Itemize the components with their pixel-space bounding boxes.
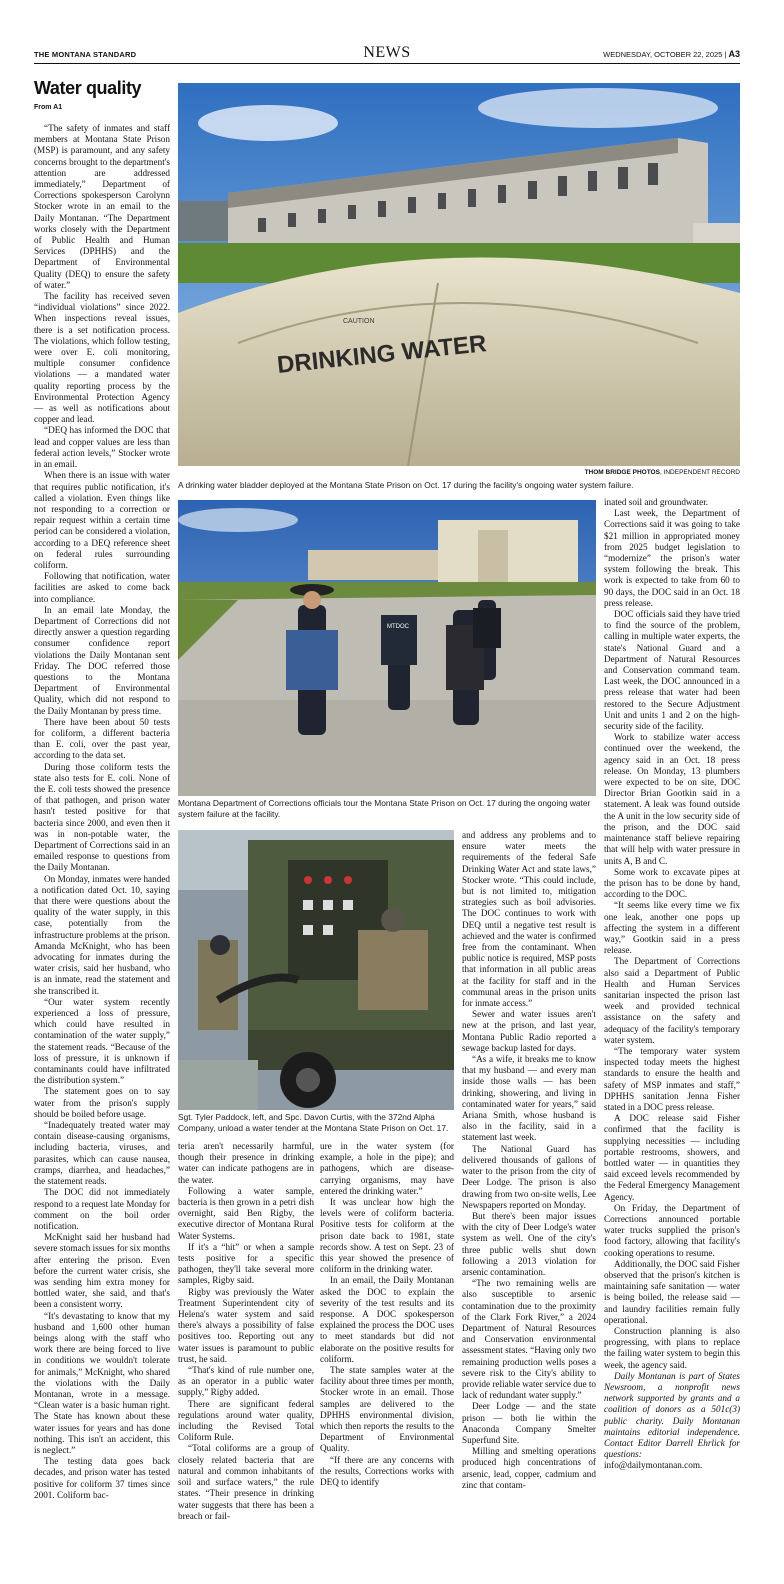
jump-line: From A1 xyxy=(34,104,63,111)
paragraph: Additionally, the DOC said Fisher observed that the prison's kitchen is maintaining safe sanitation — water is being boiled, the release said — and laundry facilities remain fully operational. xyxy=(604,1258,740,1325)
paragraph: The Department of Corrections also said a Department of Public Health and Human Services sanitarian inspected the prison last week and provided technical assistance on the safety and adequacy of the facility's temporary water system. xyxy=(604,956,740,1045)
paragraph: “As a wife, it breaks me to know that my husband — and every man inside those walls — has been drinking, showering, and living in contaminated water for years,” said Ariana Smith, whose husband is also in the facility, said in a statement last week. xyxy=(462,1054,596,1143)
paragraph: Construction planning is also progressing, with plans to replace the failing water system to begin this week, the agency said. xyxy=(604,1326,740,1370)
caption-1: A drinking water bladder deployed at the Montana State Prison on Oct. 17 during the facility's ongoing water system failure. xyxy=(178,480,634,490)
paragraph: and address any problems and to ensure water meets the requirements of the federal Safe Drinking Water Act and state laws,” Stocker wrote. “This could include, but is not limited to, mitigation strategies such as boil advisories. The DOC continues to work with DEQ until a negative test result is achieved and the water is confirmed free from the contaminant. When public notice is required, MSP posts that information in all public areas at the facility for staff and in the communal areas in the prison units for inmate access.” xyxy=(462,830,596,1009)
paragraph: The statement goes on to say water from the prison's supply should be boiled before usage. xyxy=(34,1086,170,1119)
photo-credit: THOM BRIDGE PHOTOS, INDEPENDENT RECORD xyxy=(584,469,740,476)
paragraph: Some work to excavate pipes at the prison has to be done by hand, according to the DOC. xyxy=(604,866,740,900)
newspaper-name: THE MONTANA STANDARD xyxy=(34,50,137,59)
paragraph: “Our water system recently experienced a loss of pressure, which could have resulted in contamination of the water supply,” the statement reads. “Because of the loss of pressure, it is unknown if contaminants could have infiltrated the distribution system.” xyxy=(34,996,170,1086)
paragraph: The National Guard has delivered thousands of gallons of water to the prison from the city of Deer Lodge. The prison is also drawing from two on-site wells, Lee Newspapers reported on Monday. xyxy=(462,1143,596,1210)
paragraph: teria aren't necessarily harmful, though their presence in drinking water can indicate pathogens are in the water. xyxy=(178,1141,314,1185)
column-1 xyxy=(34,123,170,1548)
page-number: A3 xyxy=(728,49,740,59)
paragraph: A DOC release said Fisher confirmed that the facility is supplying necessities — including portable restrooms, showers, and bottled water — in quantities they said exceed levels recommended by the Federal Emergency Management Agency. xyxy=(604,1113,740,1202)
paragraph: The state samples water at the facility about three times per month, Stocker wrote in an email. Those samples are delivered to the DPHHS environmental division, which then reports the results to the Department of Environmental Quality. xyxy=(320,1365,454,1454)
paragraph: Following a water sample, bacteria is then grown in a petri dish overnight, said Ben Rigby, the executive director of Montana Rural Water Systems. xyxy=(178,1185,314,1241)
paragraph: McKnight said her husband had severe stomach issues for six months after entering the prison. Even before the current water crisis, she was sending him extra money for bottled water, she said, and that's been a consistent worry. xyxy=(34,1232,170,1310)
paragraph: The testing data goes back decades, and prison water has tested positive for coliform 37 times since 2001. Coliform bac- xyxy=(34,1456,170,1500)
paragraph: It was unclear how high the levels were of coliform bacteria. Positive tests for coliform at the prison date back to 1981, state records show. A test on Sept. 23 of this year showed the presence of coliform in the drinking water. xyxy=(320,1197,454,1275)
paragraph: Following that notification, water facilities are asked to come back into compliance. xyxy=(34,571,170,604)
tagline: Daily Montanan is part of States Newsroom, a nonprofit news network supported by grants and a coalition of donors as a 501c(3) public charity. Daily Montanan maintains editorial independence. Contact Editor Darrell Ehrlick for questions: info@dailymontanan.com. xyxy=(604,1370,740,1471)
paragraph: Rigby was previously the Water Treatment Superintendent city of Helena's water system and said there's always a possibility of false positives too. Reporting out any water issues is paramount to public trust, he said. xyxy=(178,1286,314,1364)
paragraph: During those coliform tests the state also tests for E. coli. None of the E. coli tests showed the presence of that pathogen, and prison water hasn't tested positive for that bacteria since 2000, and even then it was in non-potable water, the Department of Corrections said in an emailed response to questions from the Daily Montanan. xyxy=(34,761,170,873)
photo-officials-tour xyxy=(178,500,596,796)
paragraph: On Monday, inmates were handed a notification dated Oct. 10, saying that there were questions about the quality of the water supply, in this case, potentially from the infrastructure problems at the prison. Amanda McKnight, who has been advocating for inmates during the water crisis, said her husband, who is an inmate, read the statement and she transcribed it. xyxy=(34,873,170,996)
paragraph: There are significant federal regulations around water quality, including the Revised Total Coliform Rule. xyxy=(178,1398,314,1443)
paragraph: Sewer and water issues aren't new at the prison, and last year, Montana Public Radio reported a sewage backup lasted for days. xyxy=(462,1009,596,1053)
section-name: NEWS xyxy=(363,44,411,61)
paragraph: Last week, the Department of Corrections said it was going to take $21 million in appropriated money from 2025 budget legislation to “modernize” the prison's water system following the break. This work is expected to take from 60 to 90 days, the DOC said in an Oct. 18 press release. xyxy=(604,508,740,608)
bladder-label: DRINKING WATER xyxy=(275,330,488,379)
paragraph: “The two remaining wells are also susceptible to arsenic contamination due to the proximity of the Clark Fork River,” a 2024 Department of Natural Resources and Conservation environmental assessment states. “Having only two remaining production wells poses a severe risk to the City's ability to provide reliable water service due to lack of redundant water supply.” xyxy=(462,1278,596,1401)
photo-water-tender xyxy=(178,830,454,1110)
paragraph: Deer Lodge — and the state prison — both lie within the Anaconda Company Smelter Superfund Site. xyxy=(462,1401,596,1445)
paragraph: But there's been major issues with the city of Deer Lodge's water system as well. One of the city's three public wells shut down following a 2013 violation for arsenic contamination. xyxy=(462,1210,596,1277)
caption-2: Montana Department of Corrections officials tour the Montana State Prison on Oct. 17 during the ongoing water system failure at the facility. xyxy=(178,798,591,819)
paragraph: inated soil and groundwater. xyxy=(604,497,709,507)
paragraph: When there is an issue with water that requires public notification, it's called a violation. Even things like not responding to a correction or repair request within a certain time period can be considered a violation, according to a DEQ reference sheet on federal rules surrounding coliform. xyxy=(34,470,170,570)
paragraph: There have been about 50 tests for coliform, a different bacteria than E. coli, over the past year, according to the data set. xyxy=(34,716,170,761)
paragraph: If it's a “hit” or when a sample tests positive for a specific pathogen, they'll take several more samples, Rigby said. xyxy=(178,1241,314,1286)
paragraph: On Friday, the Department of Corrections announced portable water trucks supplied the prison's food factory, allowing that facility's cooking operations to resume. xyxy=(604,1202,740,1258)
paragraph: Work to stabilize water access continued over the weekend, the agency said in an Oct. 18 press release. On Monday, 13 plumbers were expected to be on site, DOC Director Brian Gootkin said in a statement. A leak was found outside the A unit in the low security side of the prison, and the DOC said maintenance staff believe repairing that will help with water pressure in units A, B and C. xyxy=(604,732,740,866)
caption-3: Sgt. Tyler Paddock, left, and Spc. Davon Curtis, with the 372nd Alpha Company, unload a water tender at the Montana State Prison on Oct. 17. xyxy=(178,1112,449,1133)
column-4 xyxy=(462,830,596,1548)
page-date: WEDNESDAY, OCTOBER 22, 2025 | A3 xyxy=(603,49,740,59)
paragraph: In an email late Monday, the Department of Corrections did not directly answer a question regarding consumer confidence report violations the Daily Montanan sent Friday. The DOC referred those questions to the Montana Department of Environmental Quality, which did not respond to the Daily Montanan by press time. xyxy=(34,604,170,716)
paragraph: ure in the water system (for example, a hole in the pipe); and pathogens, which are disease-carrying organisms, may have entered the drinking water.” xyxy=(320,1141,454,1196)
paragraph: DOC officials said they have tried to find the source of the problem, calling in multiple water experts, the state's National Guard and a Department of Natural Resources and Conservation command team. Last week, the DOC announced in a press release that water had been restored to the Secure Adjustment Unit and units 1 and 2 on the high-security side of the facility. xyxy=(604,609,740,732)
paragraph: “DEQ has informed the DOC that lead and copper values are less than federal action levels,” Stocker wrote in an email. xyxy=(34,425,170,470)
mtdoc-jacket-text: MTDOC xyxy=(387,624,409,630)
headline: Water quality xyxy=(34,78,142,98)
paragraph: “If there are any concerns with the results, Corrections works with DEQ to identify xyxy=(320,1454,454,1488)
paragraph: “The temporary water system inspected today meets the highest standards to ensure the health and safety of MSP inmates and staff,” DPHHS sanitation Jenna Fisher stated in a DOC press release. xyxy=(604,1045,740,1112)
paragraph: “It seems like every time we fix one leak, another one pops up affecting the system in a different way,” Gootkin said in a press release. xyxy=(604,900,740,956)
page-header xyxy=(34,44,740,64)
photo-water-bladder xyxy=(178,83,740,466)
caution-label: CAUTION xyxy=(343,318,375,325)
contact-email[interactable]: info@dailymontanan.com. xyxy=(604,1460,703,1471)
paragraph: “Total coliforms are a group of closely related bacteria that are natural and common inhabitants of soil and surface waters,” the rule states. “Their presence in drinking water suggests that there has been a breach or fail- xyxy=(178,1443,314,1521)
paragraph: “That's kind of rule number one, as an operator in a public water supply,” Rigby added. xyxy=(178,1365,314,1398)
paragraph: Milling and smelting operations produced high concentrations of arsenic, lead, copper, cadmium and zinc that contam- xyxy=(462,1446,596,1490)
paragraph: The facility has received seven “individual violations” since 2022. When inspections reveal issues, there is a set notification process. The violations, which follow testing, were over E. coli monitoring, multiple consumer confidence violations — a mandated water quality reporting process by the Environmental Protection Agency — as well as notifications about copper and lead. xyxy=(34,291,170,425)
paragraph: “The safety of inmates and staff members at Montana State Prison (MSP) is paramount, and any safety concerns brought to the department's attention are addressed immediately,” Department of Corrections spokesperson Carolynn Stocker wrote in an email to the Daily Montanan. “The Department works closely with the Department of Public Health and Human Services (DPHHS) and the Department of Environmental Quality (DEQ) to ensure the safety of water.” xyxy=(34,123,170,290)
paragraph: In an email, the Daily Montanan asked the DOC to explain the severity of the test results and its response. A DOC spokesperson explained the process the DOC uses to meet standards but did not elaborate on the positive results for coliform. xyxy=(320,1275,454,1364)
column-2 xyxy=(178,1141,314,1548)
paragraph: “Inadequately treated water may contain disease-causing organisms, including bacteria, viruses, and parasites, which can cause nausea, cramps, diarrhea, and headaches,” the statement reads. xyxy=(34,1120,170,1187)
paragraph: The DOC did not immediately respond to a request late Monday for comment on the boil order notification. xyxy=(34,1187,170,1231)
column-3 xyxy=(320,1141,454,1548)
column-5 xyxy=(604,497,740,1548)
paragraph: “It's devastating to know that my husband and 1,600 other human beings along with the staff who work there are being forced to live in conditions we wouldn't tolerate for animals,” McKnight, who shared the violations with the Daily Montanan, wrote in a message. “Clean water is a basic human right. The State has known about these water issues for years and has done nothing. This isn't an accident, this is neglect.” xyxy=(34,1310,170,1455)
